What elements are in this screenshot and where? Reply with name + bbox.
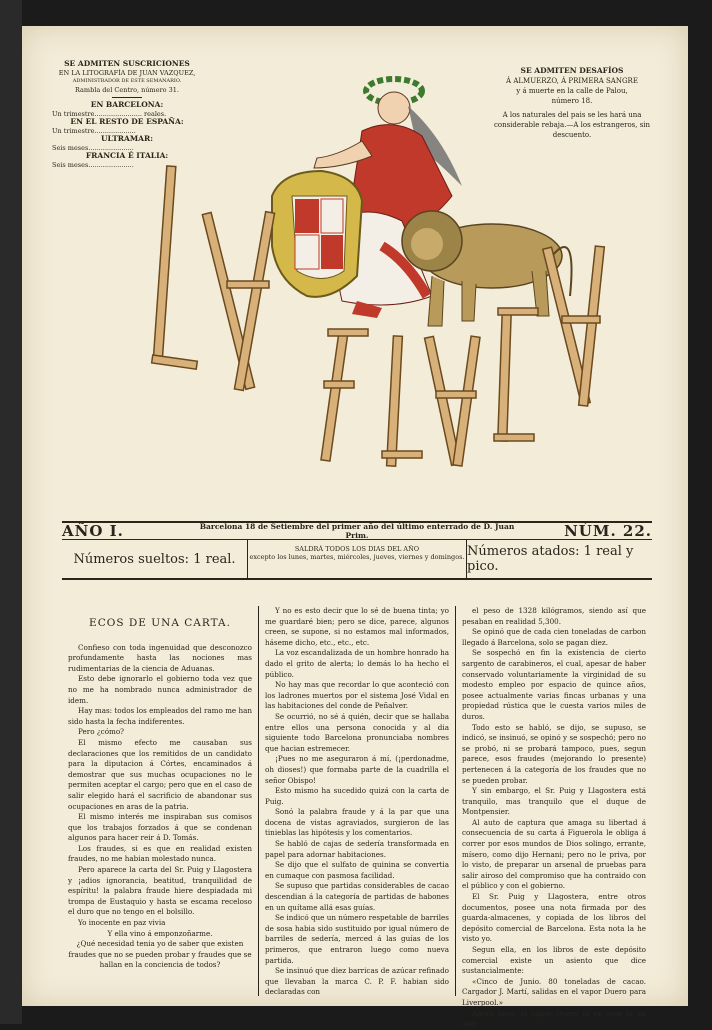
subscription-line: Seis meses...................... bbox=[52, 143, 134, 152]
loose-price: Números sueltos: 1 real. bbox=[73, 551, 236, 567]
article-paragraph: Se ocurrió, no sé á quién, decir que se hallaba entre ellos una persona conocida y al dia siguiente todo Barcelona pronunciaba nombres que hacian estremecer. bbox=[265, 711, 449, 753]
lion-illustration bbox=[402, 211, 572, 326]
article-columns bbox=[62, 606, 652, 1029]
masthead-bottom-rule bbox=[62, 578, 652, 580]
pricing-row bbox=[62, 540, 652, 578]
subscription-line: ULTRAMAR: bbox=[101, 134, 153, 143]
article-paragraph: Al auto de captura que amaga su libertad á consecuencia de su carta á Figuerola le obliga á correr por esos mundos de Dios solingo, errante, mísero, como dijo Hernani; pero no le priva, por lo visto, de preparar un arsenal de pruebas para salir airoso del compromiso que ha contraido con el público y con el gobierno. bbox=[462, 817, 646, 891]
article-heading: ECOS DE UNA CARTA. bbox=[89, 617, 231, 629]
subscription-line: FRANCIA É ITALIA: bbox=[85, 151, 169, 160]
masthead bbox=[62, 521, 652, 580]
subscription-line: Seis meses...................... bbox=[52, 160, 134, 169]
year-label: AÑO I. bbox=[62, 522, 124, 540]
article-paragraph: Se sospechó en fin la existencia de cierto sargento de carabineros, el cual, apesar de haber conservado voluntariamente la virginidad de su modesto empleo por espacio de quince años, posee actualmente varias fincas urbanas y una propiedad rústica que le cuesta varios miles de duros. bbox=[462, 648, 646, 721]
article-paragraph: Se supuso que partidas considerables de cacao descendian á la categoría de partidas de habones en un quítame allá esas guías. bbox=[265, 881, 449, 912]
article-paragraph: ¡Pues no me aseguraron á mí, (¡perdonadme, oh dioses!) que formaba parte de la cuadrilla el señor Obispo! bbox=[265, 754, 449, 785]
challenges-heading: SE ADMITEN DESAFÍOS bbox=[520, 66, 624, 75]
schedule-heading: SALDRÁ TODOS LOS DIAS DEL AÑO bbox=[294, 545, 420, 553]
masthead-illustration bbox=[132, 46, 612, 506]
article-paragraph: Y no es esto decir que lo sé de buena tinta; yo me guardaré bien; pero se dice, parece, algunos creen, se supone, si no estamos mal informados, háseme dicho, etc., etc., etc. bbox=[265, 606, 449, 647]
article-paragraph: No hay mas que recordar lo que aconteció con los ladrones muertos por el sistema José Vidal en las habitaciones del conde de Peñalver. bbox=[265, 680, 449, 711]
article-paragraph: el peso de 1328 kilógramos, siendo así que pesaban en realidad 5,300. bbox=[462, 606, 646, 626]
article-paragraph: Segun ella, en los libros de este depósito comercial existe un asiento que dice sustancialmente: bbox=[462, 945, 646, 976]
subscription-line: EN LA LITOGRAFÍA DE JUAN VAZQUEZ, bbox=[58, 68, 196, 77]
article-paragraph: Los fraudes, si es que en realidad existen fraudes, no me habian molestado nunca. bbox=[68, 843, 252, 864]
publication-schedule bbox=[247, 540, 467, 578]
challenges-line: Á ALMUERZO, Á PRIMERA SANGRE bbox=[506, 77, 638, 85]
bundled-price: Números atados: 1 real y pico. bbox=[467, 544, 634, 574]
article-paragraph: El mismo efecto me causaban sus declaraciones que los remitidos de un candidato para la diputacion á Córtes, encaminados á demostrar que sus muchas ocupaciones no le permiten aceptar el cargo; pero que en el caso de salir elegido hará el sacrificio de abandonar sus ocupaciones en aras de la patria. bbox=[68, 737, 252, 811]
article-paragraph: ¿Qué necesidad tenia yo de saber que existen fraudes que no se pueden probar y fraudes que se hallan en la conciencia de todos? bbox=[68, 939, 252, 970]
subscription-line: EN EL RESTO DE ESPAÑA: bbox=[70, 117, 184, 126]
challenges-line: A los naturales del pais se les hará una considerable rebaja.—A los estrangeros, sin descuento. bbox=[493, 111, 651, 139]
article-paragraph: Y ella vino á emponzoñarme. bbox=[107, 928, 213, 938]
figure-head bbox=[378, 92, 410, 124]
article-paragraph: «Cinco de Junio. 80 toneladas de cacao. Cargador J. Martí, salidas en el vapor Duero para Liverpool.» bbox=[462, 976, 646, 1007]
subscription-heading: SE ADMITEN SUSCRICIONES bbox=[64, 59, 190, 68]
issue-date: Barcelona 18 de Setiembre del primer año del último enterrado de D. Juan Prim. bbox=[199, 522, 515, 540]
article-paragraph: El mismo interés me inspiraban sus comisos que los trabajos forzados á que se condenan algunos para hacer reir á D. Tomás. bbox=[68, 812, 252, 843]
article-paragraph: El Sr. Puig y Llagostera, entre otros documentos, posee una nota firmada por des guarda-almacenes, y copiada de los libros del depósito comercial de Barcelona. Esta nota la he visto yo. bbox=[462, 892, 646, 944]
subscription-line: Un trimestre.................... bbox=[52, 126, 136, 135]
article-paragraph: Se dijo que el sulfato de quinina se convertia en cumaque con pasmosa facilidad. bbox=[265, 860, 449, 880]
article-paragraph: Pero ¿cómo? bbox=[78, 727, 125, 737]
article-paragraph: La voz escandalizada de un hombre honrado ha dado el grito de alerta; lo demás lo ha hecho el público. bbox=[265, 648, 449, 679]
article-column-2 bbox=[258, 606, 455, 996]
article-paragraph: Yo inocente en paz vivia bbox=[78, 918, 166, 928]
coat-of-arms-shield bbox=[272, 171, 362, 297]
subscription-line: EN BARCELONA: bbox=[90, 100, 164, 109]
article-column-1 bbox=[62, 606, 258, 996]
article-paragraph: Sonó la palabra fraude y á la par que una docena de vistas agraviados, surgieron de las tinieblas las hipótesis y los comentarios. bbox=[265, 807, 449, 838]
article-column-3 bbox=[455, 606, 652, 1029]
subscription-line: Un trimestre....................... reales. bbox=[52, 109, 167, 118]
article-paragraph: Y sin embargo, el Sr. Puig y Llagostera está tranquilo, mas tranquilo que el duque de Montpensier. bbox=[462, 786, 646, 817]
masthead-info-row bbox=[62, 523, 652, 539]
article-paragraph: Se insinuó que diez barricas de azúcar refinado que llevaban la marca C. P. F. habian sido declaradas con bbox=[265, 966, 449, 997]
article-paragraph: Confieso con toda ingenuidad que desconozco profundamente hasta las nociones mas rudimentarias de la ciencia de Aduanas. bbox=[68, 642, 252, 673]
article-paragraph: Se indicó que un número respetable de barriles de sosa habia sido sustituido por igual número de barriles de sedería, merced á las guías de los primeros, que entraron luego como nueva partida. bbox=[265, 913, 449, 965]
challenges-line: y á muerte en la calle de Palou, bbox=[516, 87, 628, 95]
subscription-line: ADMINISTRADOR DE ESTE SEMANARIO. bbox=[72, 78, 182, 84]
newspaper-page bbox=[22, 26, 688, 1029]
article-paragraph: Todo esto se habló, se dijo, se supuso, se indicó, se insinuó, se opinó y se sospechó; pero no se probó, ni se probará tampoco, pues, segun parece, esos fraudes (mejorando lo presente) pertenecen á la categoría de los fraudes que no se pueden probar. bbox=[462, 722, 646, 785]
article-paragraph: Se habló de cajas de sedería transformada en papel para adornar habitaciones. bbox=[265, 839, 449, 859]
article-paragraph: Esto mismo ha sucedido quizá con la carta de Puig. bbox=[265, 786, 449, 806]
article-paragraph: Pero aparece la carta del Sr. Puig y Llagostera y ¡adios ignorancia, beatitud, tranquilidad de espíritu! la palabra fraude hiere despiadada mi trompa de Eustaquio y hasta se escama receloso el duro que no tengo en el bolsillo. bbox=[68, 865, 252, 917]
previous-page-edge bbox=[0, 0, 22, 1024]
article-paragraph: Se opinó que de cada cien toneladas de carbon llegado á Barcelona, solo se pagan diez. bbox=[462, 627, 646, 647]
issue-number: NÚM. 22. bbox=[564, 522, 652, 540]
article-paragraph: Ahora bien: el vapor Duero ni en este ni en otro bbox=[462, 1008, 646, 1029]
schedule-detail: excepto los lunes, martes, miércoles, jueves, viernes y domingos. bbox=[249, 553, 465, 561]
challenges-line: número 18. bbox=[551, 97, 593, 105]
article-paragraph: Hay mas: todos los empleados del ramo me han sido hasta la fecha indiferentes. bbox=[68, 706, 253, 726]
subscription-line: Rambla del Centro, número 31. bbox=[75, 85, 179, 94]
article-paragraph: Esto debe ignorarlo el gobierno toda vez que no me ha nombrado nunca administrador de idem. bbox=[68, 674, 252, 705]
